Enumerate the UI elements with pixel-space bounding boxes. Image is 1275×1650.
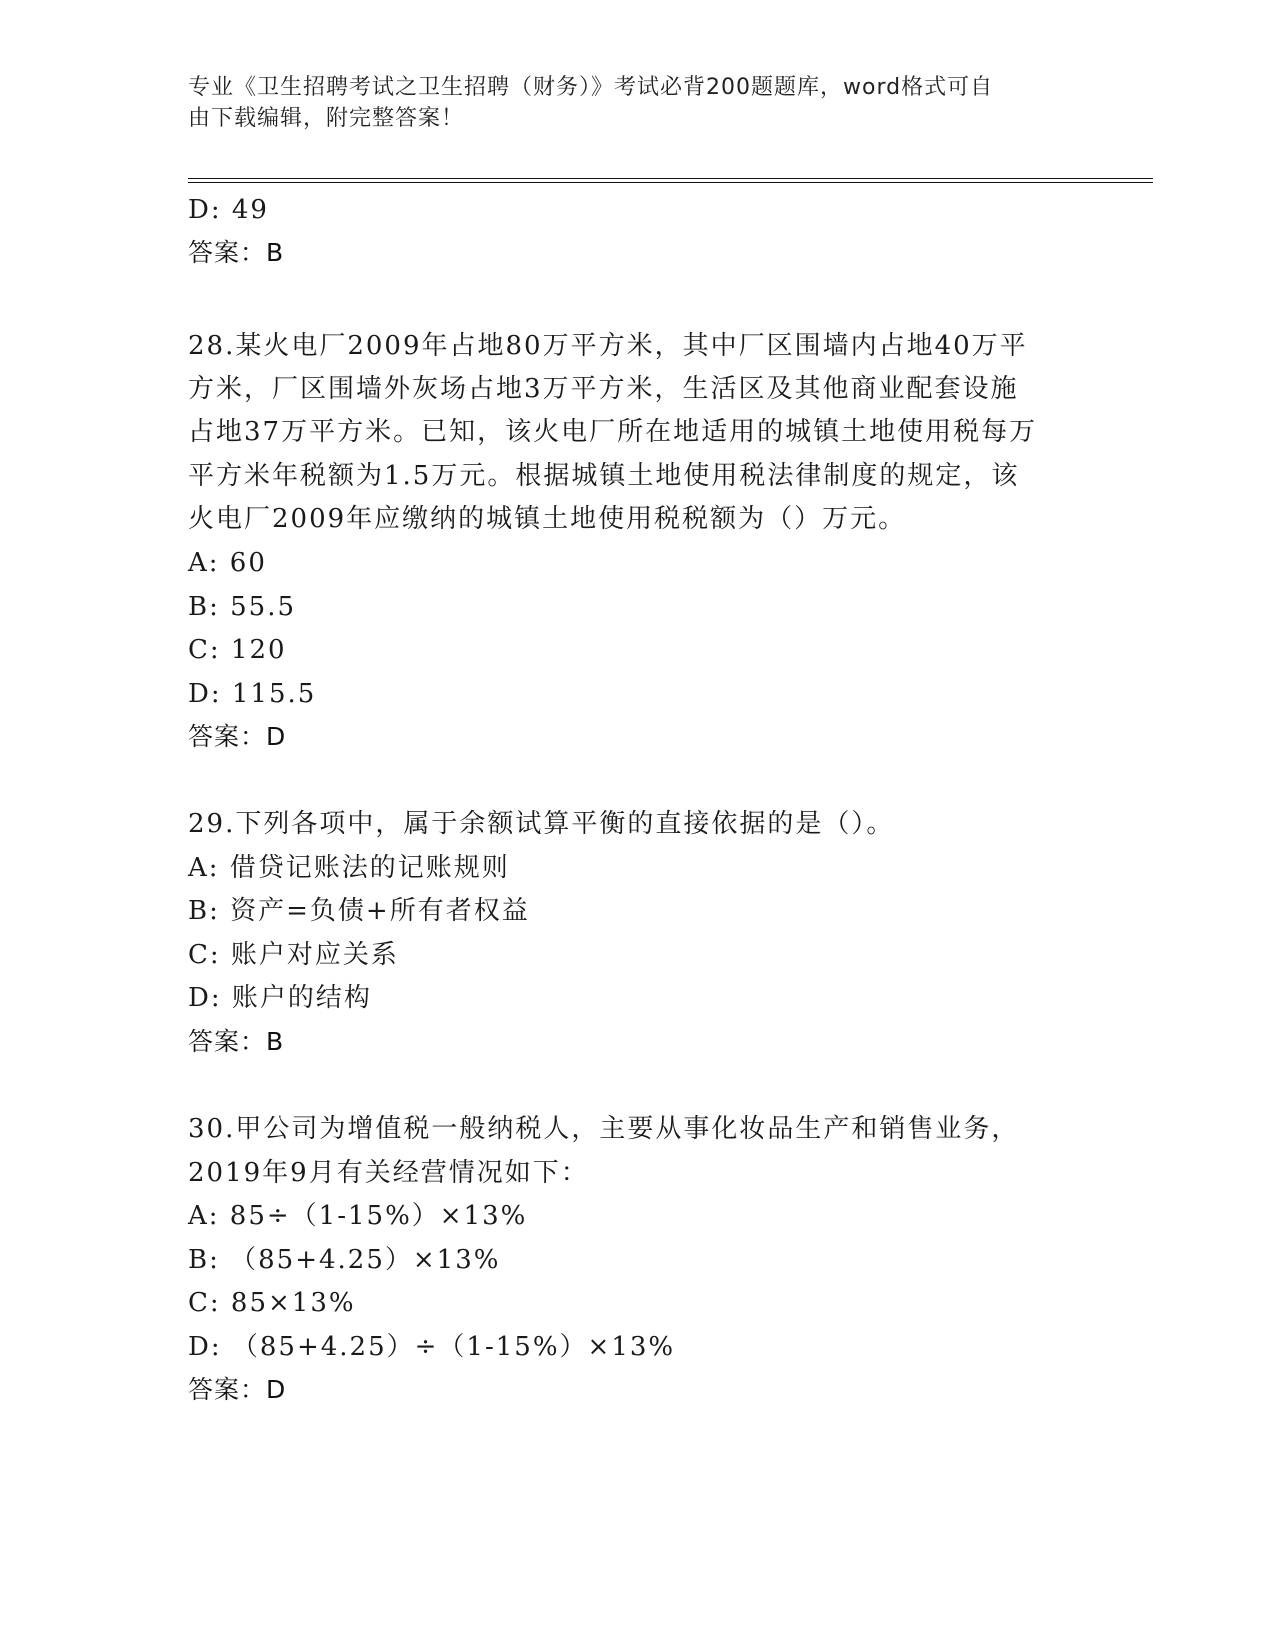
q28-answer: 答案：D [188, 722, 287, 751]
header-divider-bottom [188, 182, 1153, 183]
q30-option-d: D: （85+4.25）÷（1-15%）×13% [188, 1332, 676, 1362]
q29-option-b: B: 资产=负债+所有者权益 [188, 896, 530, 926]
q28-option-b: B: 55.5 [188, 592, 297, 622]
header-divider-top [188, 178, 1153, 179]
q28-stem-line-3: 占地37万平方米。已知，该火电厂所在地适用的城镇土地使用税每万 [188, 417, 1038, 447]
q30-stem-line-1: 30.甲公司为增值税一般纳税人，主要从事化妆品生产和销售业务， [188, 1114, 1020, 1144]
q27-option-d: D: 49 [188, 195, 269, 225]
q28-stem-line-1: 28.某火电厂2009年占地80万平方米，其中厂区围墙内占地40万平 [188, 331, 1028, 361]
q29-answer: 答案：B [188, 1027, 285, 1056]
header-line-2: 由下载编辑，附完整答案！ [188, 106, 465, 131]
q29-option-c: C: 账户对应关系 [188, 940, 399, 970]
q28-option-a: A: 60 [188, 548, 267, 578]
q28-stem-line-2: 方米，厂区围墙外灰场占地3万平方米，生活区及其他商业配套设施 [188, 374, 1019, 404]
q29-option-a: A: 借贷记账法的记账规则 [188, 853, 510, 883]
q30-option-b: B: （85+4.25）×13% [188, 1245, 501, 1275]
q28-stem-line-5: 火电厂2009年应缴纳的城镇土地使用税税额为（）万元。 [188, 504, 907, 534]
q30-stem-line-2: 2019年9月有关经营情况如下： [188, 1158, 589, 1188]
q29-stem: 29.下列各项中，属于余额试算平衡的直接依据的是（）。 [188, 809, 895, 839]
q28-stem-line-4: 平方米年税额为1.5万元。根据城镇土地使用税法律制度的规定，该 [188, 461, 1020, 491]
document-header [188, 72, 1068, 134]
header-line-1: 专业《卫生招聘考试之卫生招聘（财务）》考试必背200题题库，word格式可自 [188, 75, 994, 100]
q29-option-d: D: 账户的结构 [188, 983, 372, 1013]
q27-answer: 答案：B [188, 238, 285, 267]
q28-option-d: D: 115.5 [188, 679, 317, 709]
q28-option-c: C: 120 [188, 635, 287, 665]
q30-option-c: C: 85×13% [188, 1288, 356, 1318]
q30-answer: 答案：D [188, 1375, 287, 1404]
q30-option-a: A: 85÷（1-15%）×13% [188, 1201, 528, 1231]
